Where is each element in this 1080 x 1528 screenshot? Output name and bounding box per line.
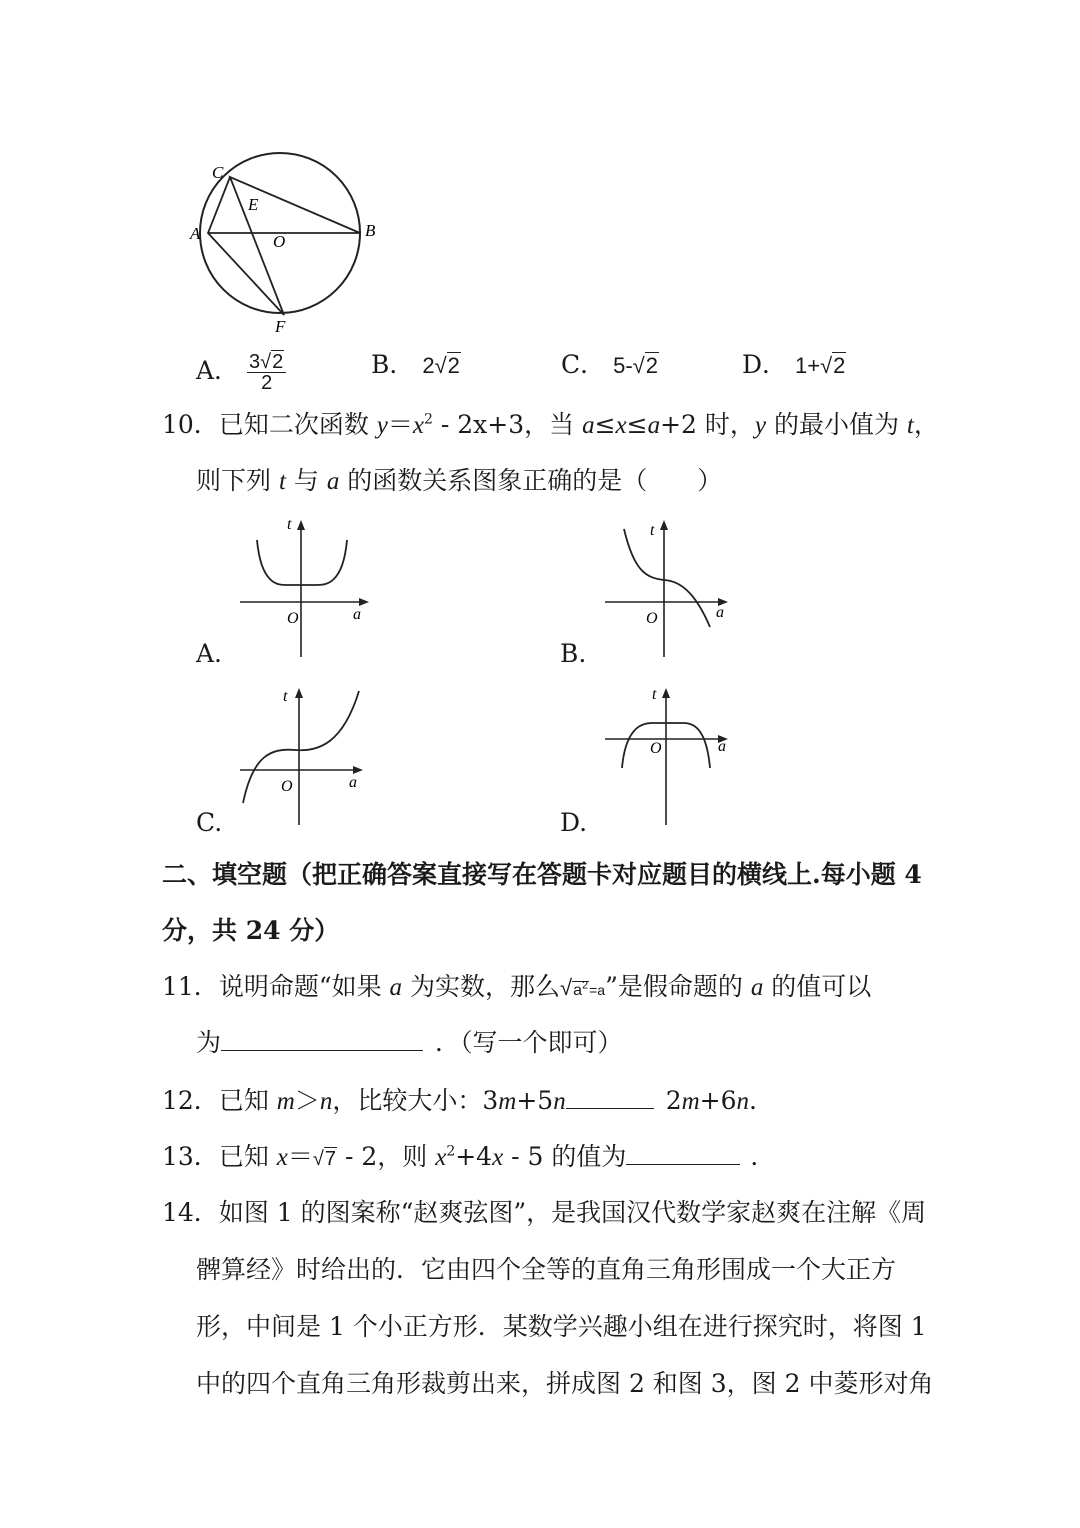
svg-text:a: a [718,738,726,755]
label-C: C [212,163,224,182]
q14-line2: 髀算经》时给出的．它由四个全等的直角三角形围成一个大正方 [196,1255,897,1284]
label-O: O [273,232,286,251]
q12-line: 12．已知 m＞n，比较大小：3m+5n 2m+6n. [162,1086,757,1115]
q14-line3: 形，中间是 1 个小正方形．某数学兴趣小组在进行探究时，将图 1 [196,1312,927,1341]
q11-line1: 11．说明命题“如果 a 为实数，那么$√a^2=a$”是假命题的 a 的值可以 [162,972,872,1001]
q10-line2: 则下列 t 与 a 的函数关系图象正确的是（ ） [196,466,723,495]
answer-blank[interactable] [566,1107,654,1109]
q13-line: 13．已知 x＝√7 - 2，则 $x^2+4x - 5$ 的值为 ． [162,1142,776,1171]
section2-heading-line2: 分，共 24 分） [162,916,340,945]
q14-line1: 14．如图 1 的图案称“赵爽弦图”，是我国汉代数学家赵爽在注解《周 [162,1198,927,1227]
svg-text:a: a [353,606,361,623]
section2-heading-line1: 二、填空题（把正确答案直接写在答题卡对应题目的横线上.每小题 4 [162,860,922,889]
graph-d-label: D. [560,808,588,837]
a-axis-arrow-icon [359,598,369,606]
radical-expression: $√a^2=a$ [560,975,606,1000]
t-axis-arrow-icon [297,520,305,530]
svg-text:t: t [650,522,655,539]
svg-text:O: O [646,610,658,627]
q9-option-c: C． 5-√2 [561,350,658,379]
svg-text:O: O [287,610,299,627]
answer-blank[interactable] [221,1049,423,1051]
t-axis-arrow-icon [662,688,670,698]
graph-d [600,683,740,828]
curve-b [624,529,710,627]
svg-text:a: a [716,604,724,621]
curve-a [257,540,347,585]
q9-option-a: A． $\frac{3√2}{2}$ [196,352,286,393]
fraction: $\frac{3√2}{2}$ [247,352,286,393]
graph-b-label: B. [560,639,587,668]
curve-c [243,691,359,803]
graph-a-label: A. [196,639,223,668]
label-B: B [365,221,376,240]
graph-a [235,515,375,660]
q9-option-b: B． 2√2 [371,350,460,379]
q11-line2: 为 ．（写一个即可） [196,1028,623,1057]
graph-c-label: C. [196,808,223,837]
a-axis-arrow-icon [353,766,363,774]
t-axis-arrow-icon [660,520,668,530]
label-A: A [190,224,201,243]
label-E: E [248,195,259,214]
graph-c [235,683,375,828]
q14-line4: 中的四个直角三角形裁剪出来，拼成图 2 和图 3，图 2 中菱形对角 [196,1369,934,1398]
circle-figure [180,140,420,340]
svg-text:a: a [349,774,357,791]
label-F: F [275,317,286,336]
svg-text:O: O [281,778,293,795]
t-axis-arrow-icon [295,688,303,698]
q9-option-d: D． 1+√2 [742,350,846,379]
svg-text:t: t [287,516,292,533]
svg-text:t: t [652,686,657,703]
answer-blank[interactable] [626,1163,740,1165]
svg-text:O: O [650,740,662,757]
q10-line1: 10．已知二次函数 $y=x^2 - 2x+3$，当 a≤x≤a+2 时，y 的最小值为 t， [162,410,939,439]
graph-b [600,515,740,660]
svg-text:t: t [283,688,288,705]
